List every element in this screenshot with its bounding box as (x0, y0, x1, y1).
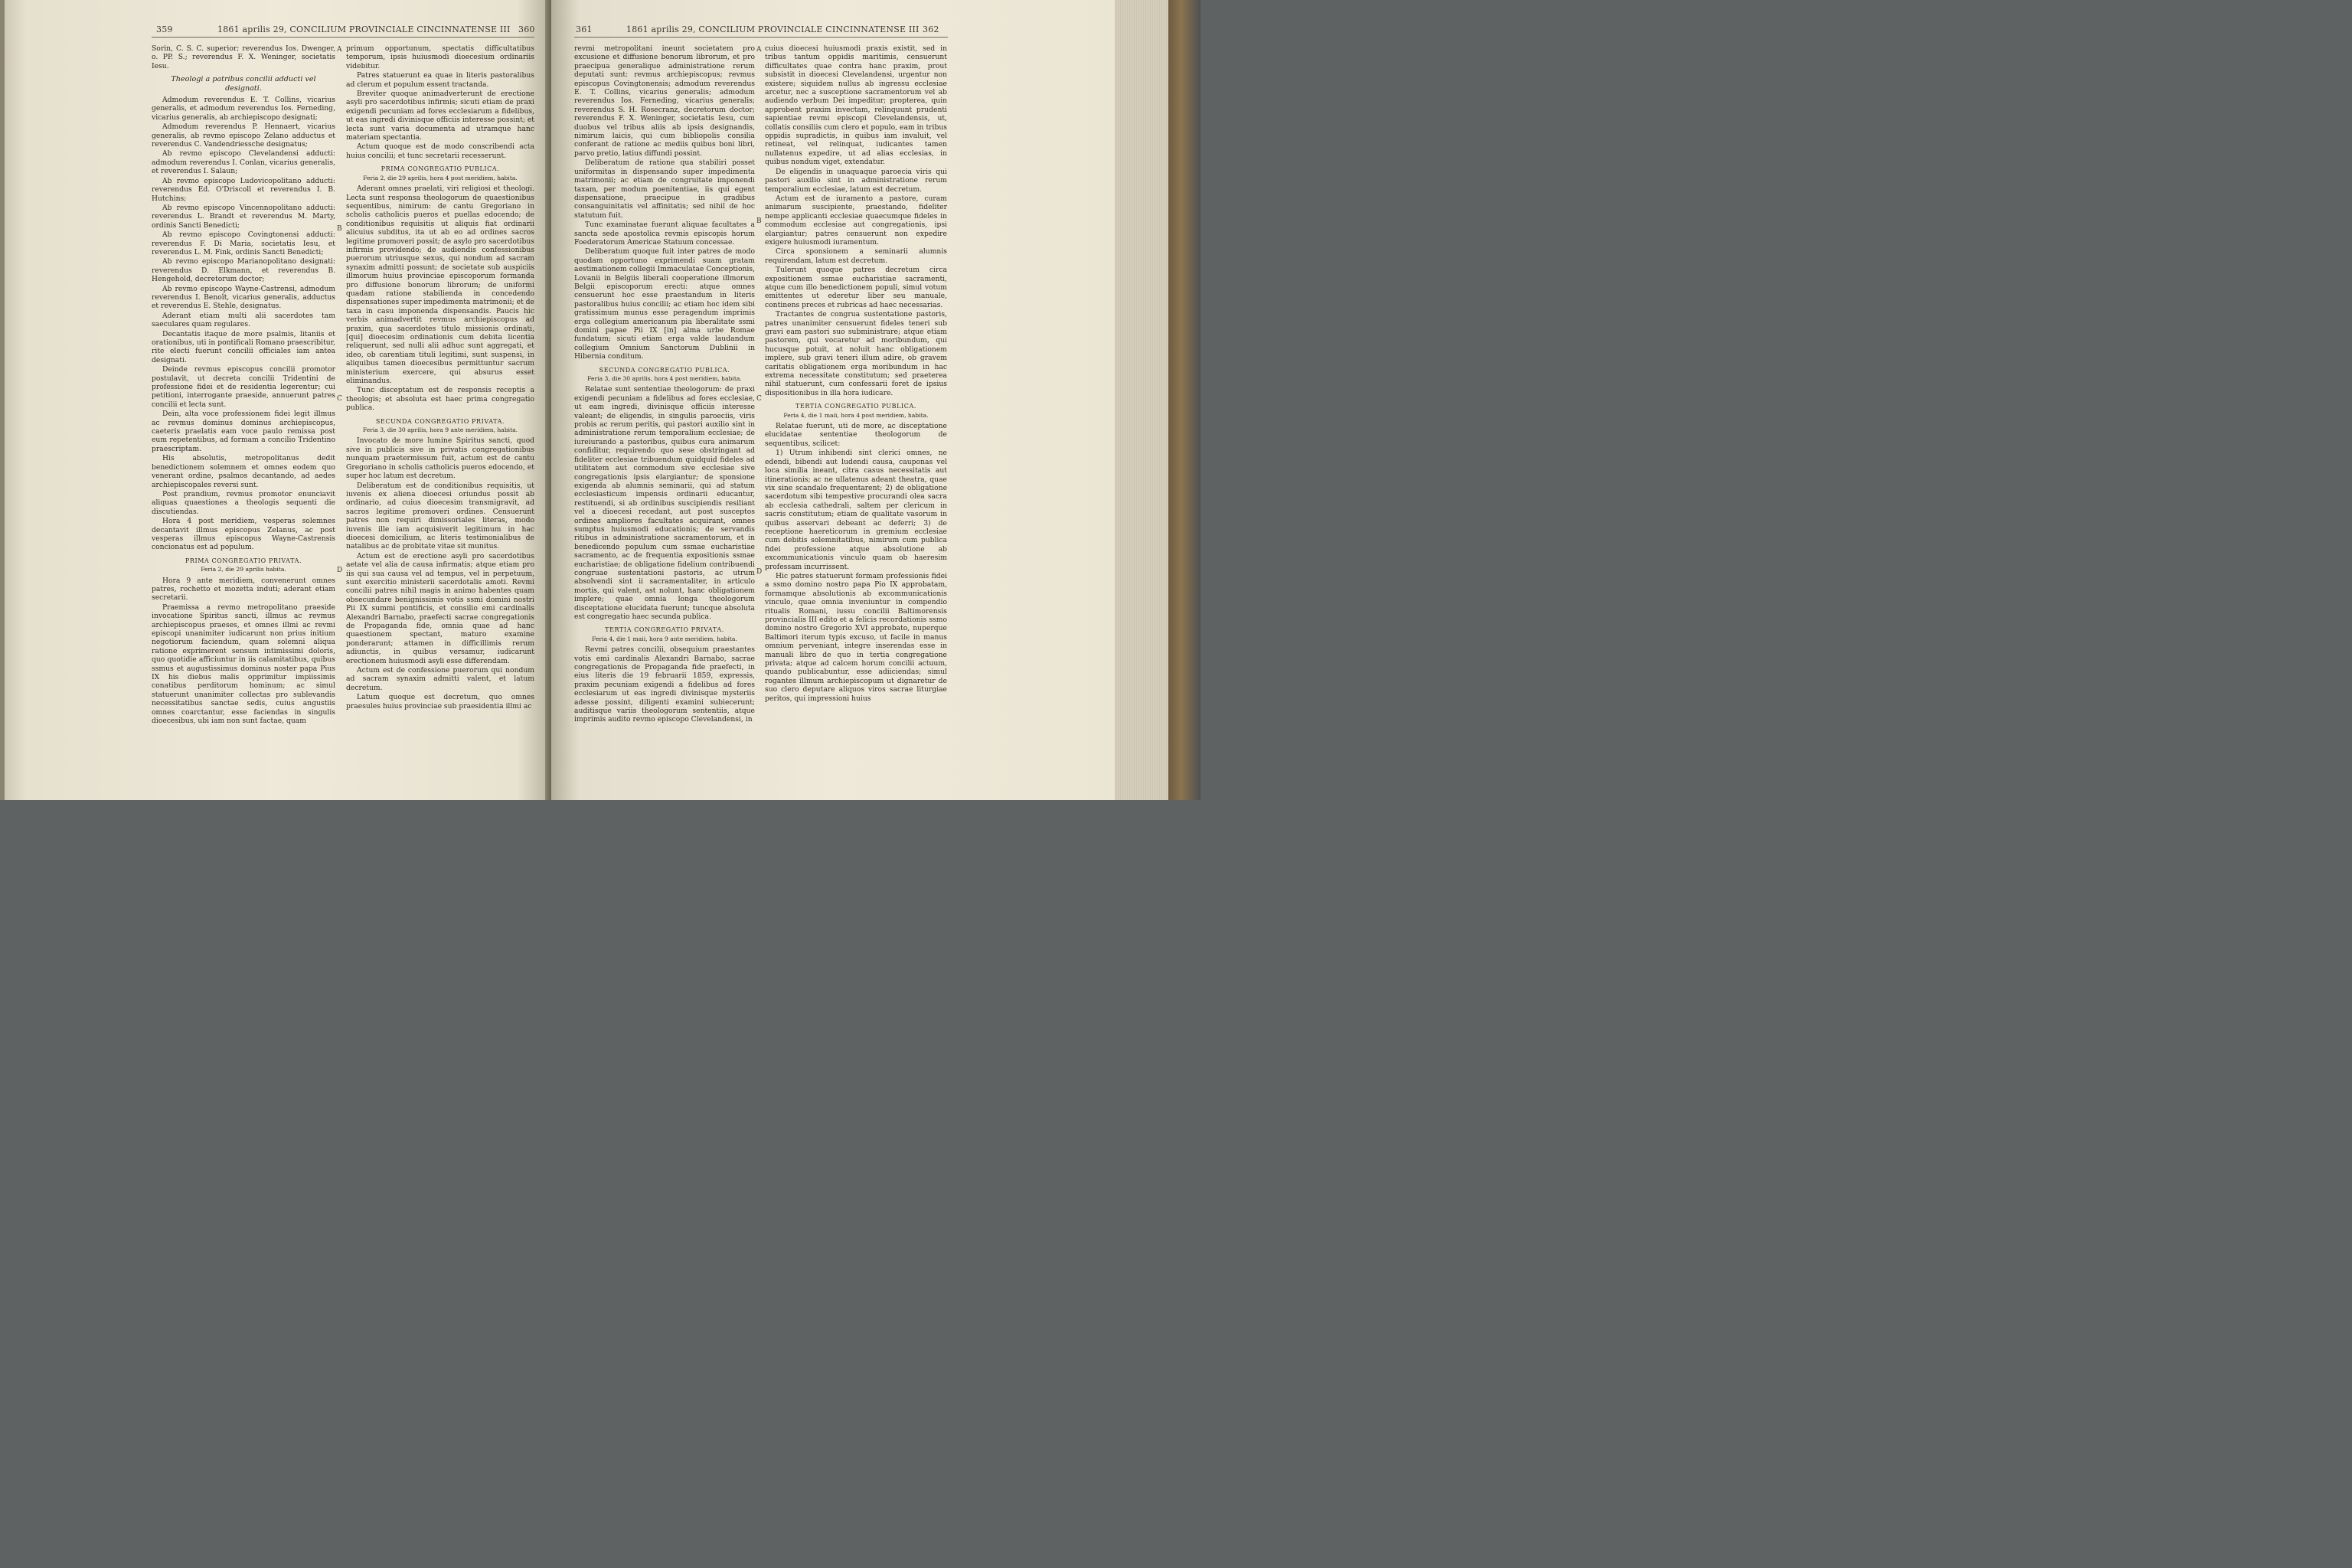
header-rule-right (574, 37, 948, 38)
section-subheading: Feria 3, die 30 aprilis, hora 4 post meridiem, habita. (587, 375, 742, 383)
paragraph: Actum est de confessione puerorum qui nondum ad sacram synaxim admitti valent, et latum decretum. (346, 666, 534, 692)
section-heading: TERTIA CONGREGATIO PUBLICA. (795, 403, 917, 410)
paragraph: Revmi patres concilii, obsequium praestantes votis emi cardinalis Alexandri Barnabo, sacrae congregationis de Propaganda fide praefecti, in eius literis die 19 februarii 1859, expressis, praxim pecuniam exigendi a fidelibus ad fores ecclesiarum ut eas ingredi divinisque mysteriis adesse possint, diligenti examini subiecerunt; auditisque variis theologorum sententiis, atque imprimis audito revmo episcopo Clevelandensi, in (574, 645, 755, 724)
running-head-left: 1861 aprilis 29, CONCILIUM PROVINCIALE CINCINNATENSE III (217, 24, 511, 34)
section-subheading: Feria 2, die 29 aprilis, hora 4 post meridiem, habita. (363, 174, 518, 181)
paragraph: Actum est de erectione asyli pro sacerdotibus aetate vel alia de causa infirmatis; atque etiam pro iis qui sua causa vel ad tempus, vel in perpetuum, sunt exercitio ministerii sacerdotalis amoti. Revmi concilii patres nihil magis in animo habentes quam obsecundare benignissimis votis ssmi domini nostri Pii IX summi pontificis, et consilio emi cardinalis Alexandri Barnabo, praefecti sacrae congregationis de Propaganda fide, omnia quae ad hanc quaestionem spectant, maturo examine ponderarunt; attamen in difficillimis rerum adiunctis, in quibus versamur, iudicarunt erectionem huiusmodi asyli esse differendam. (346, 551, 534, 665)
margin-mark-a: A (337, 46, 342, 54)
margin-mark-b: B (756, 217, 762, 225)
paragraph: Tractantes de congrua sustentatione pastoris, patres unanimiter censuerunt fideles teneri sub gravi eam pastori suo subministrare; atque etiam pastorem, qui vocaretur ad moribundum, qui hucusque potuit, at noluit hanc obligationem implere, sub gravi teneri illum adire, ob gravem caritatis obligationem erga moribundum in hac extrema necessitate constitutum; sed praeterea nihil statuerunt, cum confessarii foret de ipsius dispositionibus in illa hora iudicare. (765, 310, 947, 397)
paragraph: His absolutis, metropolitanus dedit benedictionem solemnem et omnes eodem quo venerant ordine, psalmos decantando, ad aedes archiepiscopales reversi sunt. (152, 454, 335, 489)
right-page-column-2 (765, 44, 947, 704)
page-number-361: 361 (576, 24, 593, 34)
paragraph: Ab revmo episcopo Wayne-Castrensi, admodum reverendus I. Benoît, vicarius generalis, adductus et reverendus E. Stehle, designatus. (152, 284, 335, 311)
header-rule-left (152, 37, 534, 38)
paragraph: Hic patres statuerunt formam professionis fidei a ssmo domino nostro papa Pio IX approbatam, formamque absolutionis ab excommunicationis vinculo, quae omnia inveniuntur in compendio ritualis Romani, iussu concilii Baltimorensis provincialis III edito et a felicis recordationis ssmo domino nostro Gregorio XVI approbato, nuperque Baltimori iterum typis excuso, ut facile in manus omnium perveniant, integre inserendas esse in manuali libro de quo in tertia congregatione privata; atque ad calcem horum concilii actuum, quando publicabuntur, esse adiiciendas; simul rogantes illmum archiepiscopum ut dignaretur de suo clero deputare aliquos viros sacrae liturgiae peritos, qui impressioni huius (765, 571, 947, 703)
paragraph: Patres statuerunt ea quae in literis pastoralibus ad clerum et populum essent tractanda. (346, 71, 534, 89)
italic-heading: Theologi a patribus concilii adducti vel designati. (171, 75, 316, 93)
section-subheading: Feria 4, die 1 maii, hora 9 ante meridiem, habita. (592, 635, 737, 642)
paragraph: Aderant omnes praelati, viri religiosi et theologi. Lecta sunt responsa theologorum de quaestionibus sequentibus, nimirum: de cantu Gregoriano in scholis catholicis pueros et puellas edocendo; de conditionibus requisitis ut aliquis fiat ordinarii alicuius subditus, ita ut ab eo ad ordines sacros legitime promoveri possit; de asylo pro sacerdotibus infirmis providendo; de audiendis confessionibus puerorum utriusque sexus, qui nondum ad sacram synaxim admitti possunt; de societate sub auspiciis illmorum huius provinciae episcoporum formanda pro diffusione bonorum librorum; de uniformi quadam ratione stabilienda in concedendo dispensationes super impedimenta matrimonii; et de taxa in casu imponenda dispensandis. Paucis hic verbis animadvertit revmus archiepiscopus ad praxim, qua sacerdotes titulo missionis ordinati, [qui] dioecesim ordinationis cum debita licentia reliquerunt, sed nulli alii adhuc sunt aggregati, et ideo, ob carentiam tituli legitimi, sunt suspensi, in aliquibus tamen dioecesibus permittuntur sacrum ministerium exercere, qui absurus esset eliminandus. (346, 185, 534, 386)
paragraph: Hora 4 post meridiem, vesperas solemnes decantavit illmus episcopus Zelanus, ac post vesperas illmus episcopus Wayne-Castrensis concionatus est ad populum. (152, 517, 335, 552)
paragraph: Sorin, C. S. C. superior; reverendus Ios. Dwenger, o. PP. S.; reverendus F. X. Weninger, societatis Iesu. (152, 44, 335, 70)
paragraph: De eligendis in unaquaque paroecia viris qui pastori auxilio sint in administratione rerum temporalium ecclesiae, latum est decretum. (765, 167, 947, 194)
page-number-359: 359 (156, 24, 173, 34)
paragraph: Tunc disceptatum est de responsis receptis a theologis; et absoluta est haec prima congregatio publica. (346, 386, 534, 413)
section-subheading: Feria 4, die 1 maii, hora 4 post meridiem, habita. (783, 411, 929, 419)
paragraph: cuius dioecesi huiusmodi praxis existit, sed in tribus tantum oppidis maritimis, censuerunt difficultates quae contra hanc praxim, prout subsistit in dioecesi Clevelandensi, urgentur non existere; siquidem nullus ab ingressu ecclesiae arcetur, nec a susceptione sacramentorum vel ab audiendo verbum Dei impeditur; propterea, quin approbent praxim invectam, relinquunt prudenti sapientiae revmi episcopi Clevelandensis, ut, collatis consiliis cum clero et populo, eam in tribus oppidis supradictis, in quibus iam invaluit, vel retineat, vel relinquat, iudicantes tamen nullatenus expedire, ut ad alias ecclesias, in quibus nondum viget, extendatur. (765, 44, 947, 167)
section-subheading: Feria 2, die 29 aprilis habita. (201, 566, 286, 573)
paragraph: Invocato de more lumine Spiritus sancti, quod sive in publicis sive in privatis congregationibus nunquam praetermissum fuit, actum est de cantu Gregoriano in scholis catholicis pueros edocendo, et super hoc latum est decretum. (346, 436, 534, 481)
paragraph: Tulerunt quoque patres decretum circa expositionem ssmae eucharistiae sacramenti, atque cum illo benedictionem populi, simul votum emittentes ut ederetur liber seu manuale, continens preces et rubricas ad haec necessarias. (765, 266, 947, 309)
margin-mark-b: B (337, 225, 342, 233)
paragraph: Admodum reverendus E. T. Collins, vicarius generalis, et admodum reverendus Ios. Ferneding, vicarius generalis, ab archiepiscopo designati; (152, 96, 335, 122)
margin-mark-d: D (756, 568, 763, 576)
paragraph: Decantatis itaque de more psalmis, litaniis et orationibus, uti in pontificali Romano praescribitur, rite electi fuerunt concilii officiales iam antea designati. (152, 329, 335, 364)
paragraph: Deliberatum quoque fuit inter patres de modo quodam opportuno exprimendi suam gratam aestimationem collegii Immaculatae Conceptionis, Lovanii in Belgiis liberali cooperatione illmorum Belgii episcoporum erecti: atque omnes censuerunt hoc esse praestandum in literis pastoralibus huius concilii; ac etiam hoc idem sibi gratissimum munus esse peragendum imprimis erga collegium americanum pia liberalitate ssmi domini papae Pii IX [in] alma urbe Romae fundatum; sicuti etiam erga valde laudandum collegium Omnium Sanctorum Dublinii in Hibernia conditum. (574, 247, 755, 361)
running-head-right: 1861 aprilis 29, CONCILIUM PROVINCIALE CINCINNATENSE III (626, 24, 920, 34)
paragraph: Admodum reverendus P. Hennaert, vicarius generalis, ab revmo episcopo Zelano adductus et reverendus C. Vandendriessche designatus; (152, 122, 335, 149)
right-page (551, 0, 1115, 800)
paragraph: Ab revmo episcopo Covingtonensi adducti: reverendus F. Di Maria, societatis Iesu, et reverendus L. M. Fink, ordinis Sancti Benedicti; (152, 230, 335, 256)
section-heading: PRIMA CONGREGATIO PRIVATA. (185, 557, 302, 564)
section-heading: PRIMA CONGREGATIO PUBLICA. (381, 165, 500, 173)
paragraph: Circa sponsionem a seminarii alumnis requirendam, latum est decretum. (765, 247, 947, 265)
margin-mark-d: D (337, 567, 343, 574)
page-number-360: 360 (518, 24, 535, 34)
paragraph: primum opportunum, spectatis difficultatibus temporum, ipsis huiusmodi dioecesium ordinariis videbitur. (346, 44, 534, 70)
paragraph: Breviter quoque animadverterunt de erectione asyli pro sacerdotibus infirmis; sicuti etiam de praxi exigendi pecuniam ad fores ecclesiarum a fidelibus, ut eas ingredi divinisque officiis interesse possint; et lecta sunt varia documenta ad utramque hanc materiam spectantia. (346, 90, 534, 142)
paragraph: Tunc examinatae fuerunt aliquae facultates a sancta sede apostolica revmis episcopis horum Foederatorum Americae Statuum concessae. (574, 220, 755, 247)
paragraph: Praemissa a revmo metropolitano praeside invocatione Spiritus sancti, illmus ac revmus archiepiscopus praeses, et omnes illmi ac revmi episcopi unanimiter iudicarunt non prius initium negotiorum faciendum, quam solemni aliqua ratione exprimerent sensum intimissimi doloris, quo quotidie afficiuntur in iis calamitatibus, quibus ssmus et augustissimus dominus noster papa Pius IX his diebus malis opprimitur impiissimis conatibus perditorum hominum; ac simul statuerunt unanimiter collectas pro sublevandis necessitatibus sanctae sedis, cuius angustiis omnes coarctantur, esse faciendas in singulis dioecesibus, ubi iam non sunt factae, quam (152, 603, 335, 726)
paragraph: Aderant etiam multi alii sacerdotes tam saeculares quam regulares. (152, 311, 335, 329)
right-page-column-1 (574, 44, 755, 725)
open-book (0, 0, 1200, 800)
paragraph: Ab revmo episcopo Vincennopolitano adducti: reverendus L. Brandt et reverendus M. Marty, ordinis Sancti Benedicti; (152, 203, 335, 230)
paragraph: Relatae fuerunt, uti de more, ac disceptatione elucidatae sententiae theologorum de sequentibus, scilicet: (765, 422, 947, 448)
section-heading: SECUNDA CONGREGATIO PUBLICA. (599, 366, 730, 374)
paragraph: revmi metropolitani ineunt societatem pro excusione et diffusione bonorum librorum, et pro praecipua generalique administratione rerum deputati sunt: revmus archiepiscopus; revmus episcopus Covingtonensis; admodum reverendus E. T. Collins, vicarius generalis; admodum reverendus Ios. Ferneding, vicarius generalis; reverendus S. H. Rosecranz, decretorum doctor; reverendus F. X. Weninger, societatis Iesu, cum duobus vel tribus aliis ab ipsis designandis, nimirum laicis, qui cum bibliopolis consilia conferant de ratione ac mediis quibus boni libri, parvo pretio, latius diffundi possint. (574, 44, 755, 158)
paragraph: Deinde revmus episcopus concilii promotor postulavit, ut decreta concilii Tridentini de professione fidei et de residentia legerentur; cui petitioni, interrogante praeside, annuerunt patres concilii et lecta sunt. (152, 365, 335, 409)
margin-mark-c: C (756, 395, 762, 403)
paragraph: Deliberatum de ratione qua stabiliri posset uniformitas in dispensando super impedimenta matrimonii; ac etiam de congruitate imponendi taxam, per modum poenitentiae, iis qui egent dispensatione, praecipue in gradibus consanguinitatis vel affinitatis; sed nihil de hoc statutum fuit. (574, 158, 755, 220)
page-fore-edge (1115, 0, 1168, 800)
paragraph: Deliberatum est de conditionibus requisitis, ut iuvenis ex aliena dioecesi oriundus possit ab ordinario, ad cuius dioecesim transmigravit, ad sacros legitime promoveri ordines. Censuerunt patres non requiri dimissoriales literas, modo iuvenis ille iam acquisiverit legitimum in hac dioecesi domicilium, ac literis testimonialibus de natalibus ac de probitate vitae sit munitus. (346, 481, 534, 551)
paragraph: Latum quoque est decretum, quo omnes praesules huius provinciae sub praesidentia illmi ac (346, 693, 534, 710)
left-page-column-2 (346, 44, 534, 711)
margin-mark-c: C (337, 395, 342, 403)
paragraph: Ab revmo episcopo Ludovicopolitano adducti: reverendus Ed. O'Driscoll et reverendus I. B. Hutchins; (152, 176, 335, 203)
paragraph: Relatae sunt sententiae theologorum: de praxi exigendi pecuniam a fidelibus ad fores ecclesiae, ut eam ingredi, divinisque officiis interesse valeant; de eligendis, in singulis paroeciis, viris probis ac rerum peritis, qui pastori auxilio sint in administratione rerum temporalium ecclesiae; de iureiurando a pastoribus, quibus cura animarum confiditur, requirendo quo sese obstringant ad fideliter ecclesiae tribuendum quidquid fideles ad utilitatem aut commodum sive ecclesiae sive congregationis ipsis elargiantur; de sponsione exigenda ab alumnis seminarii, qui ad statum ecclesiasticum impensis ordinarii educantur, restituendi, si ab ordinibus suscipiendis resiliant vel a dioecesi recedant, aut post susceptos ordines ampliores facultates acquirant, omnes sumptus huiusmodi educationis; de servandis ritibus in administratione sacramentorum, et in benedicendo populum cum ssmae eucharistiae sacramento, ac de frequentia expositionis ssmae eucharistiae; de obligatione fidelium contribuendi congruae sustentationi pastoris, ac utrum absolvendi sint ii sacramentaliter, in articulo mortis, qui valent, ast nolunt, hanc obligationem implere; quae omnia longa theologorum disceptatione elucidata fuerunt; tuncque absoluta est congregatio haec secunda publica. (574, 385, 755, 621)
paragraph: Actum quoque est de modo conscribendi acta huius concilii; et tunc secretarii recesserunt. (346, 142, 534, 160)
section-subheading: Feria 3, die 30 aprilis, hora 9 ante meridiem, habita. (362, 426, 518, 434)
left-page (5, 0, 550, 800)
paragraph: Ab revmo episcopo Clevelandensi adducti: admodum reverendus I. Conlan, vicarius generalis, et reverendus I. Salaun; (152, 149, 335, 176)
paragraph: Actum est de iuramento a pastore, curam animarum suscipiente, praestando, fideliter nempe applicanti ecclesiae quaecumque fideles in commodum ecclesiae aut congregationis, ipsi elargiantur; patres censuerunt non expedire exigere huiusmodi iuramentum. (765, 194, 947, 247)
section-heading: SECUNDA CONGREGATIO PRIVATA. (375, 417, 505, 425)
page-number-362: 362 (923, 24, 939, 34)
left-page-column-1 (152, 44, 335, 726)
paragraph: Hora 9 ante meridiem, convenerunt omnes patres, rochetto et mozetta induti; aderant etiam secretarii. (152, 576, 335, 603)
paragraph: Post prandium, revmus promotor enunciavit aliquas quaestiones a theologis sequenti die discutiendas. (152, 489, 335, 516)
paragraph: 1) Utrum inhibendi sint clerici omnes, ne edendi, bibendi aut ludendi causa, cauponas vel loca similia ineant, citra casus necessitatis aut itinerationis; ac ne ullatenus adeant theatra, quae vix sine scandalo frequentarent; 2) de obligatione sacerdotum sibi tempestive procurandi olea sacra ab ecclesia cathedrali, saltem per clericum in sacris constitutum; etiam de qualitate vasorum in quibus asservari debeant ac deferri; 3) de receptione haereticorum in gremium ecclesiae cum debitis solemnitatibus, nimirum cum publica fidei professione atque absolutione ab excommunicationis vinculo quam ob haeresim professam incurrissent. (765, 449, 947, 571)
margin-mark-a: A (756, 46, 762, 54)
book-cover-edge (1168, 0, 1200, 800)
section-heading: TERTIA CONGREGATIO PRIVATA. (605, 626, 724, 634)
paragraph: Ab revmo episcopo Marianopolitano designati: reverendus D. Elkmann, et reverendus B. Hengehold, decretorum doctor; (152, 257, 335, 284)
paragraph: Dein, alta voce professionem fidei legit illmus ac revmus dominus dominus archiepiscopus, caeteris praelatis eam voce paulo remissa post eum repetentibus, ad formam a concilio Tridentino praescriptam. (152, 410, 335, 453)
